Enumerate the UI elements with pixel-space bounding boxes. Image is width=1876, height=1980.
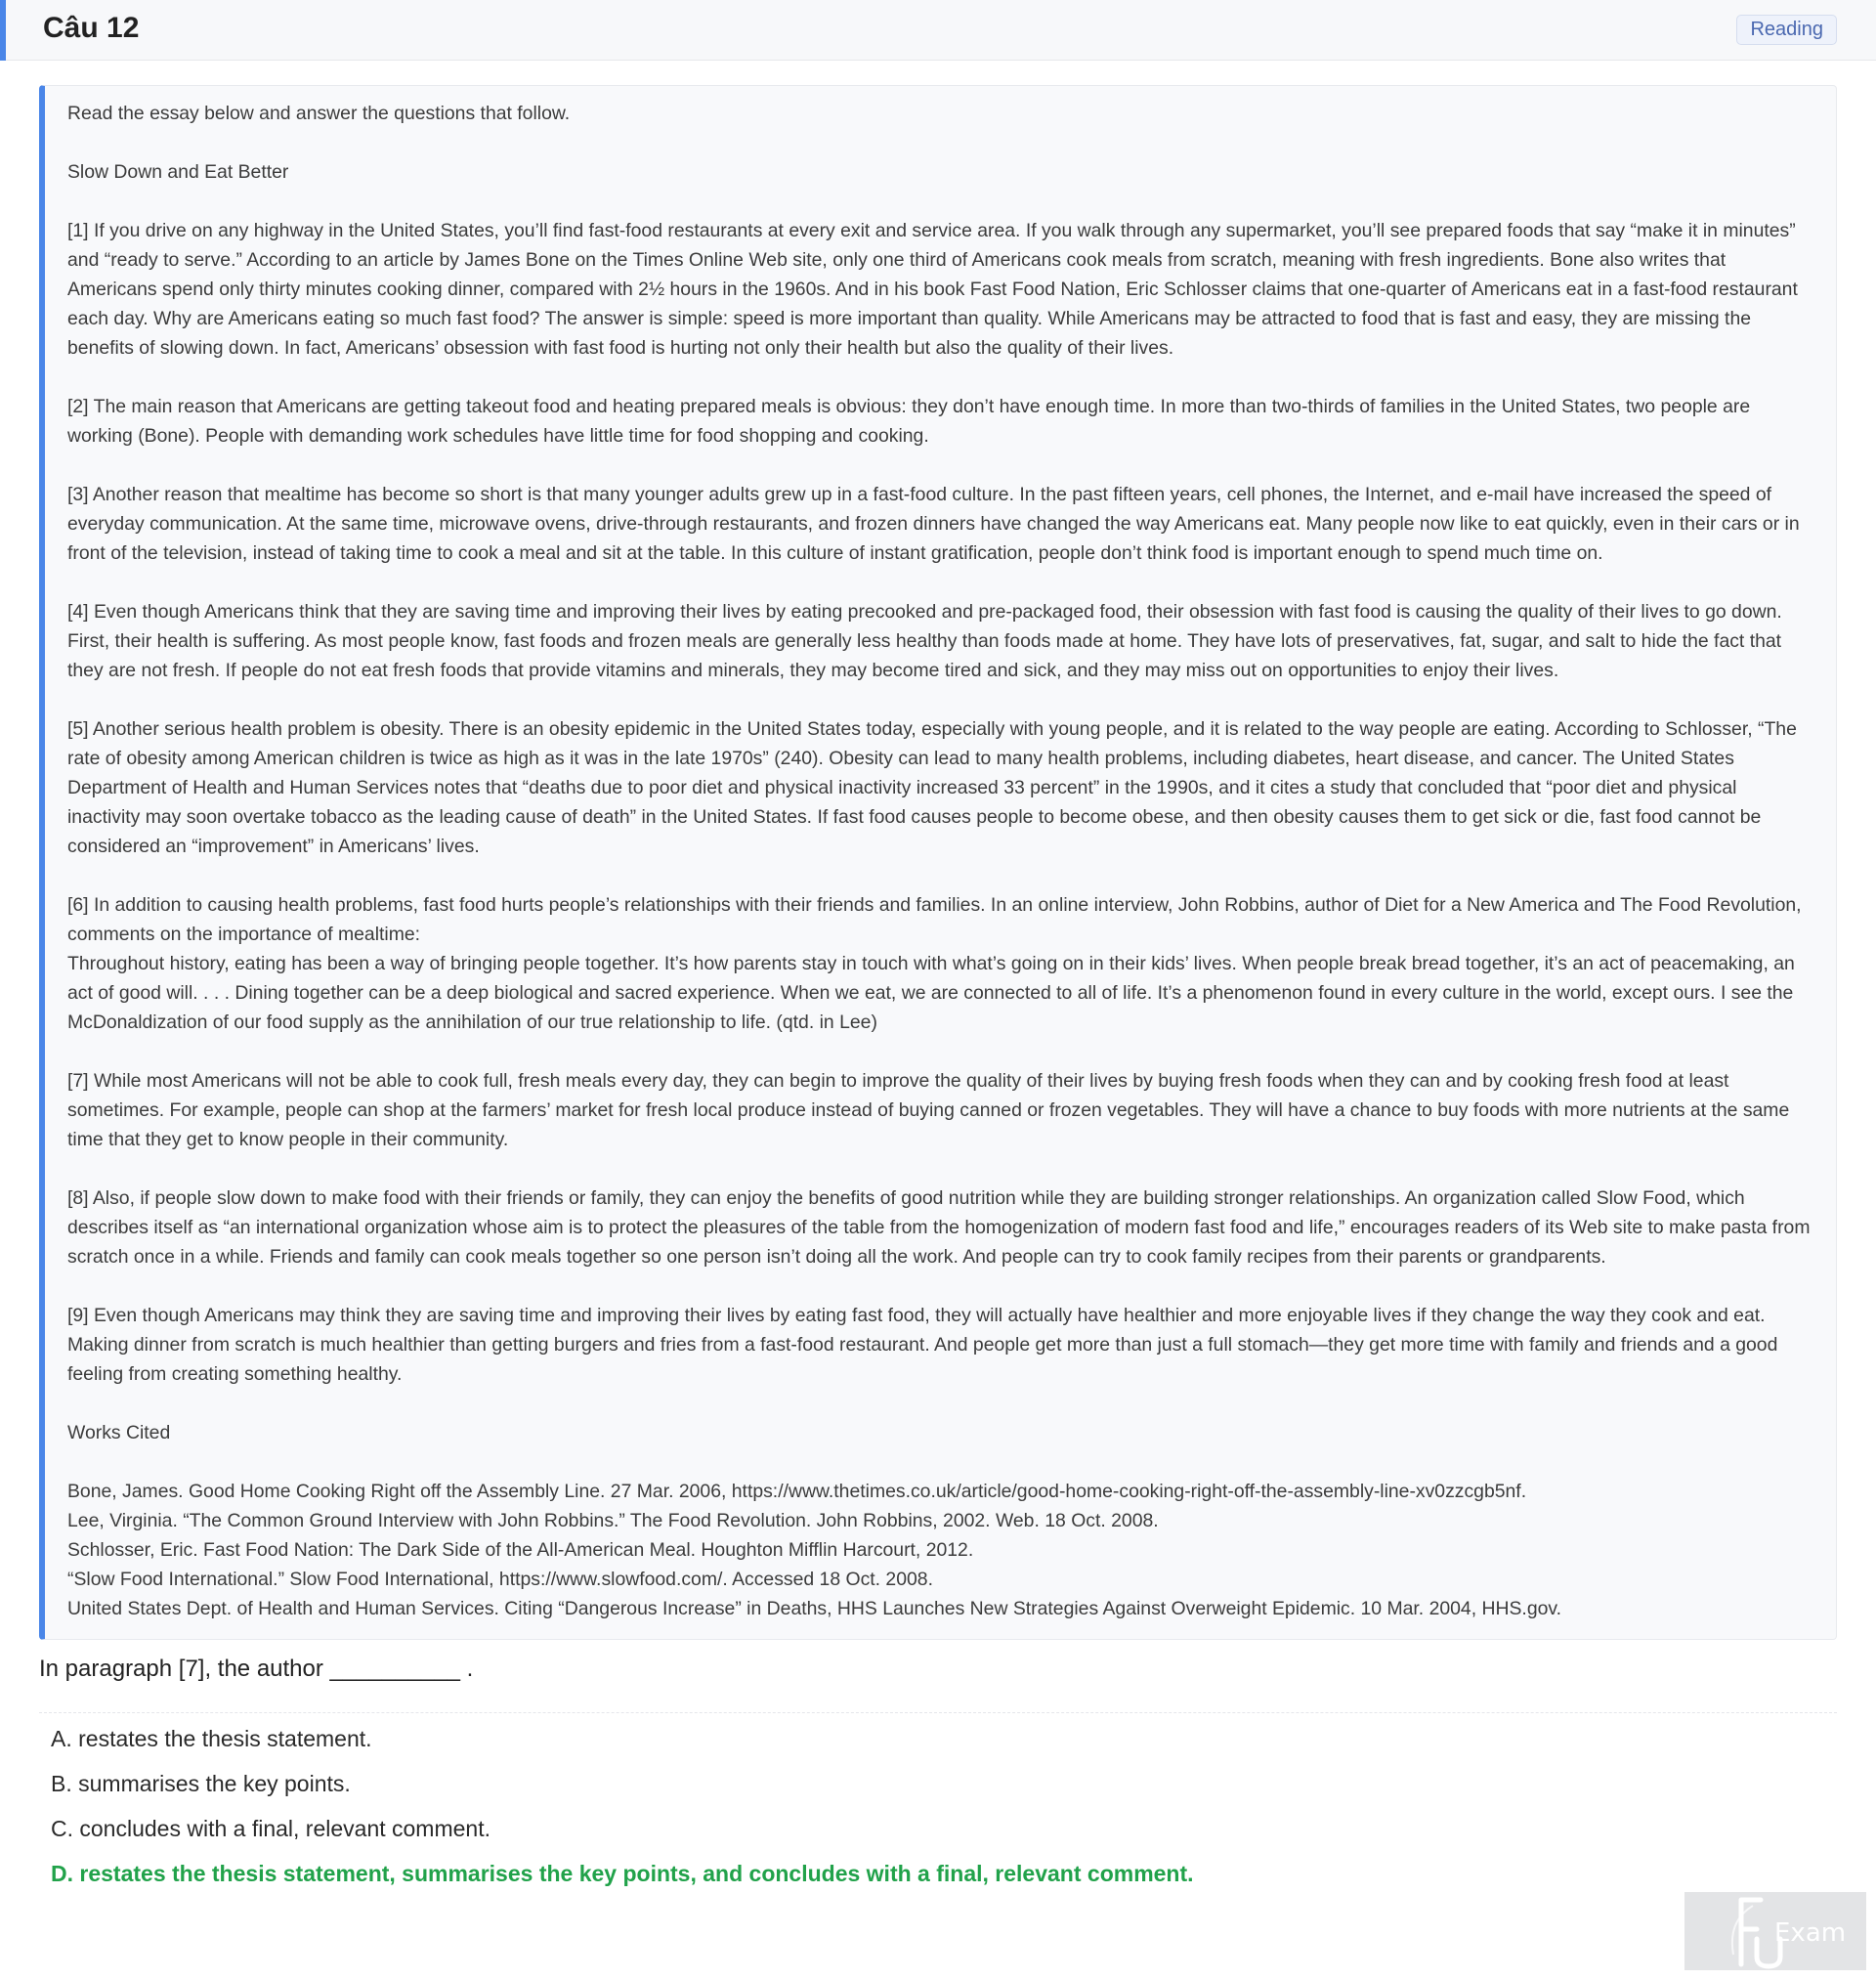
passage-instruction: Read the essay below and answer the questions that follow. bbox=[67, 103, 571, 124]
paragraph-5: [5] Another serious health problem is obesity. There is an obesity epidemic in the United States today, especially with young people, and it is related to the way people are eating. According to Schlosser, “The rate of obesity among American children is twice as high as it was in the late 1970s” (240). Obesity can lead to many health problems, including diabetes, heart disease, and cancer. The United States Department of Health and Human Services notes that “deaths due to poor diet and physical inactivity increased 33 percent” in the 1990s, and it cites a study that concluded that “poor diet and physical inactivity may soon overtake tobacco as the leading cause of death” in the United States. If fast food causes people to become obese, and then obesity causes them to get sick or die, fast food cannot be considered an “improvement” in Americans’ lives. bbox=[67, 718, 1797, 857]
paragraph-2: [2] The main reason that Americans are getting takeout food and heating prepared meals is obvious: they don’t have enough time. In more than two-thirds of families in the United States, two people are working (Bone). People with demanding work schedules have little time for food shopping and cooking. bbox=[67, 396, 1751, 447]
divider bbox=[39, 1712, 1837, 1713]
option-b[interactable]: B. summarises the key points. bbox=[51, 1771, 351, 1796]
paragraph-1: [1] If you drive on any highway in the United States, you’ll find fast-food restaurants at every exit and service area. If you walk through any supermarket, you’ll see prepared foods that say “make it in minutes” and “ready to serve.” According to an article by James Bone on the Times Online Web site, only one third of Americans cook meals from scratch, meaning with fresh ingredients. Bone also writes that Americans spend only thirty minutes cooking dinner, compared with 2½ hours in the 1960s. And in his book Fast Food Nation, Eric Schlosser claims that one-quarter of Americans eat in a fast-food restaurant each day. Why are Americans eating so much fast food? The answer is simple: speed is more important than quality. While Americans may be attracted to food that is fast and easy, they are missing the benefits of slowing down. In fact, Americans’ obsession with fast food is hurting not only their health but also the quality of their lives. bbox=[67, 220, 1798, 359]
option-c[interactable]: C. concludes with a final, relevant comment. bbox=[51, 1816, 490, 1841]
paragraph-3: [3] Another reason that mealtime has become so short is that many younger adults grew up in a fast-food culture. In the past fifteen years, cell phones, the Internet, and e-mail have increased the speed of everyday communication. At the same time, microwave ovens, drive-through restaurants, and frozen dinners have changed the way Americans eat. Many people now like to eat quickly, even in their cars or in front of the television, instead of taking time to cook a meal and sit at the table. In this culture of instant gratification, people don’t think food is important enough to spend much time on. bbox=[67, 484, 1800, 564]
paragraph-9: [9] Even though Americans may think they are saving time and improving their lives by eating fast food, they will actually have healthier and more enjoyable lives if they change the way they cook and eat. Making dinner from scratch is much healthier than getting burgers and fries from a fast-food restaurant. And people get more than just a full stomach—they get more time with family and friends and a good feeling from creating something healthy. bbox=[67, 1305, 1778, 1385]
svg-text:Exam: Exam bbox=[1774, 1918, 1847, 1948]
works-cited-list: Bone, James. Good Home Cooking Right off the Assembly Line. 27 Mar. 2006, https://www.thetimes.co.uk/article/good-home-cooking-right-off-the-assembly-line-xv0zzcgb5nf. Lee, Virginia. “The Common Ground Interview with John Robbins.” The Food Revolution. John Robbins, 2002. Web. 18 Oct. 2008. Schlosser, Eric. Fast Food Nation: The Dark Side of the All-American Meal. Houghton Mifflin Harcourt, 2012. “Slow Food International.” Slow Food International, https://www.slowfood.com/. Accessed 18 Oct. 2008. United States Dept. of Health and Human Services. Citing “Dangerous Increase” in Deaths, HHS Launches New Strategies Against Overweight Epidemic. 10 Mar. 2004, HHS.gov. bbox=[67, 1481, 1562, 1619]
works-cited-heading: Works Cited bbox=[67, 1422, 171, 1443]
paragraph-6: [6] In addition to causing health problems, fast food hurts people’s relationships with their friends and families. In an online interview, John Robbins, author of Diet for a New America and The Food Revolution, comments on the importance of mealtime: Throughout history, eating has been a way of bringing people together. It’s how parents stay in touch with what’s going on in their kids’ lives. When people break bread together, it’s an act of peacemaking, an act of good will. . . . Dining together can be a deep biological and sacred experience. When we eat, we are connected to all of life. It’s a phenomenon found in every culture in the world, except ours. I see the McDonaldization of our food supply as the annihilation of our true relationship to life. (qtd. in Lee) bbox=[67, 894, 1802, 1033]
header-accent-bar bbox=[0, 0, 6, 61]
paragraph-8: [8] Also, if people slow down to make food with their friends or family, they can enjoy the benefits of good nutrition while they are building stronger relationships. An organization called Slow Food, which describes itself as “an international organization whose aim is to protect the pleasures of the table from the homogenization of modern fast food and life,” encourages readers of its Web site to make pasta from scratch once in a while. Friends and family can cook meals together so one person isn’t doing all the work. And people can try to cook family recipes from their parents or grandparents. bbox=[67, 1187, 1811, 1268]
category-tag: Reading bbox=[1736, 15, 1837, 45]
question-header bbox=[0, 0, 1876, 61]
reading-passage bbox=[39, 85, 1837, 1640]
option-a[interactable]: A. restates the thesis statement. bbox=[51, 1726, 372, 1751]
option-d-correct[interactable]: D. restates the thesis statement, summarises the key points, and concludes with a final, relevant comment. bbox=[51, 1861, 1194, 1886]
fu-exam-logo-icon bbox=[1684, 1892, 1866, 1970]
paragraph-4: [4] Even though Americans think that they are saving time and improving their lives by eating precooked and pre-packaged food, their obsession with fast food is causing the quality of their lives to go down. First, their health is suffering. As most people know, fast foods and frozen meals are generally less healthy than foods made at home. They have lots of preservatives, fat, sugar, and salt to hide the fact that they are not fresh. If people do not eat fresh foods that provide vitamins and minerals, they may become tired and sick, and they may miss out on opportunities to enjoy their lives. bbox=[67, 601, 1782, 681]
essay-title: Slow Down and Eat Better bbox=[67, 161, 289, 183]
question-text: In paragraph [7], the author __________ . bbox=[39, 1656, 474, 1682]
question-title: Câu 12 bbox=[43, 12, 140, 44]
paragraph-7: [7] While most Americans will not be able to cook full, fresh meals every day, they can begin to improve the quality of their lives by buying fresh foods when they can and by cooking fresh food at least sometimes. For example, people can shop at the farmers’ market for fresh local produce instead of buying canned or frozen vegetables. They will have a chance to buy foods with more nutrients at the same time that they get to know people in their community. bbox=[67, 1070, 1790, 1150]
